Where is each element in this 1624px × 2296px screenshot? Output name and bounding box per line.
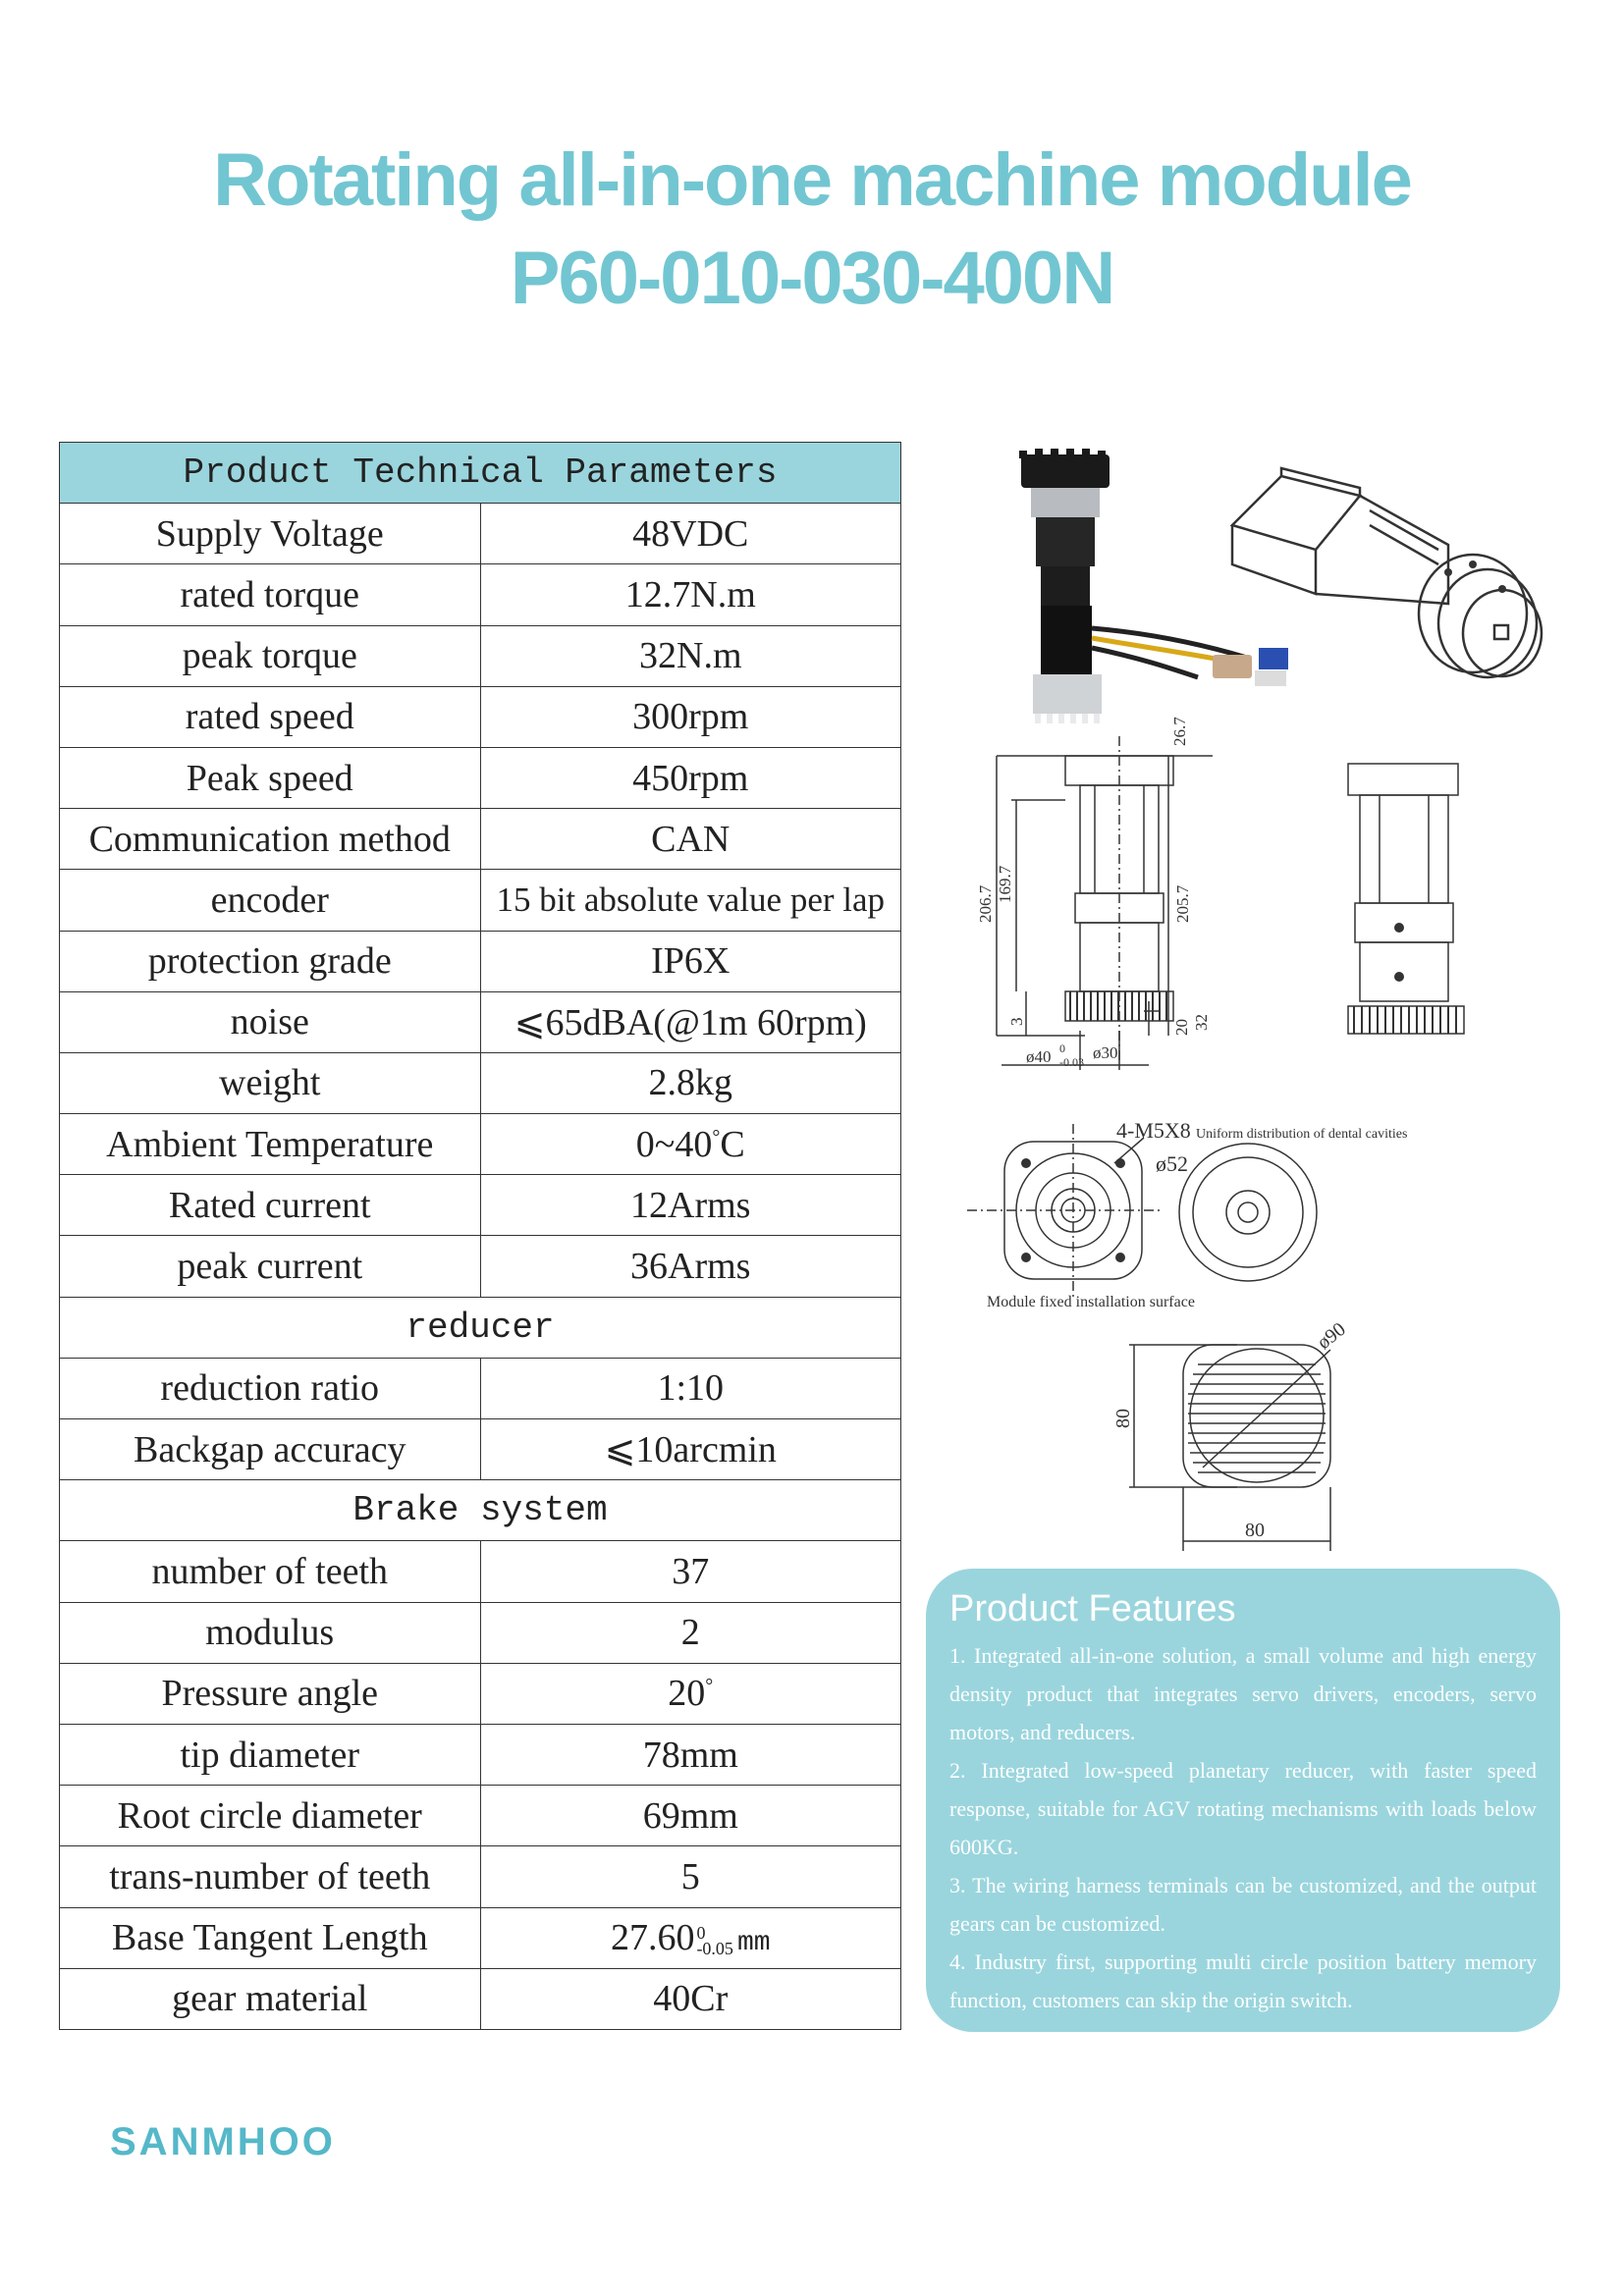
mounting-face-drawing [967,1114,1438,1315]
param-value: 15 bit absolute value per lap [480,870,901,931]
param-value: 2.8kg [480,1052,901,1113]
dim-label: 206.7 [976,884,995,923]
param-name: Base Tangent Length [60,1907,481,1968]
page-title: Rotating all-in-one machine module [213,138,1411,222]
model-number: P60-010-030-400N [510,237,1114,320]
param-name: Supply Voltage [60,504,481,564]
param-name: Pressure angle [60,1663,481,1724]
param-name: rated torque [60,564,481,625]
value-number: 0~40 [635,1123,713,1165]
section-row [60,1297,901,1358]
degree-symbol: ° [712,1126,721,1148]
param-value: CAN [480,809,901,870]
table-row [60,1052,901,1113]
param-value: ⩽65dBA(@1m 60rpm) [480,991,901,1052]
feature-item: 2. Integrated low-speed planetary reducer, with faster speed response, suitable for AGV rotating mechanisms with loads below 600KG. [949,1758,1537,1859]
product-features-panel [926,1569,1560,2032]
feature-item: 4. Industry first, supporting multi circle position battery memory function, customers can skip the origin switch. [949,1949,1537,2012]
param-value: 37 [480,1541,901,1602]
table-row [60,1846,901,1907]
dim-label: 26.7 [1170,717,1189,746]
table-row [60,1724,901,1785]
degree-symbol: ° [705,1675,714,1697]
table-row [60,564,901,625]
param-name: Peak speed [60,747,481,808]
table-row [60,686,901,747]
features-title: Product Features [949,1588,1236,1629]
param-name: trans-number of teeth [60,1846,481,1907]
technical-parameters-table [59,442,901,2030]
param-name: Root circle diameter [60,1786,481,1846]
param-name: Communication method [60,809,481,870]
param-value: 1:10 [480,1358,901,1418]
param-value: ⩽10arcmin [480,1419,901,1480]
param-name: gear material [60,1968,481,2029]
side-view-silhouette [1340,756,1478,1041]
param-value: IP6X [480,931,901,991]
param-name: tip diameter [60,1724,481,1785]
table-row [60,870,901,931]
table-row [60,931,901,991]
table-row [60,1541,901,1602]
feature-item: 3. The wiring harness terminals can be customized, and the output gears can be customized. [949,1873,1537,1936]
table-row [60,1602,901,1663]
side-view-drawing [967,707,1262,1099]
param-name: modulus [60,1602,481,1663]
table-row [60,747,901,808]
dim-label: 3 [1007,1017,1026,1026]
param-value: 40Cr [480,1968,901,2029]
param-name: number of teeth [60,1541,481,1602]
dim-label: ø90 [1313,1318,1350,1354]
param-name: Ambient Temperature [60,1114,481,1175]
param-value: 450rpm [480,747,901,808]
section-title: Brake system [60,1480,901,1541]
param-name: protection grade [60,931,481,991]
table-row [60,1175,901,1236]
feature-item: 1. Integrated all-in-one solution, a small volume and high energy density product that integrates servo drivers, encoders, servo motors, and reducers. [949,1643,1537,1744]
product-render-3d [1222,466,1556,692]
brand-logo: SANMHOO [110,2120,336,2163]
table-header: Product Technical Parameters [60,443,901,504]
param-name: peak torque [60,625,481,686]
param-name: encoder [60,870,481,931]
table-row [60,809,901,870]
table-row [60,1358,901,1418]
table-row [60,625,901,686]
param-value: 2 [480,1602,901,1663]
dim-label: 80 [1245,1520,1265,1541]
dim-tolerance: -0.03 [1059,1055,1084,1069]
param-value: 12Arms [480,1175,901,1236]
dim-tolerance: 0 [1059,1041,1065,1055]
param-value [480,1907,901,1968]
table-row [60,1907,901,1968]
bottom-view-drawing [1090,1310,1404,1556]
table-row [60,991,901,1052]
table-row [60,1968,901,2029]
value-unit: C [720,1123,745,1165]
dim-label: ø52 [1156,1151,1188,1176]
dim-label: 20 [1172,1019,1191,1036]
param-name: peak current [60,1236,481,1297]
tolerance-lower: -0.05 [696,1939,733,1959]
bolt-note: Uniform distribution of dental cavities [1196,1127,1408,1142]
param-value [480,1663,901,1724]
param-value: 36Arms [480,1236,901,1297]
section-title: reducer [60,1297,901,1358]
bolt-label: 4-M5X8 [1116,1118,1191,1143]
dim-label: 80 [1112,1409,1134,1428]
param-value: 32N.m [480,625,901,686]
param-value: 5 [480,1846,901,1907]
value-number: 27.60 [610,1917,695,1959]
table-row [60,1419,901,1480]
table-row [60,1114,901,1175]
param-value: 48VDC [480,504,901,564]
table-header-row [60,443,901,504]
dim-label: 32 [1192,1014,1211,1031]
table-row [60,1786,901,1846]
tolerance-upper: 0 [696,1923,706,1944]
table-row [60,504,901,564]
dim-label: 205.7 [1173,884,1192,923]
param-value [480,1114,901,1175]
param-name: Backgap accuracy [60,1419,481,1480]
dim-label: 169.7 [996,865,1014,903]
table-row [60,1663,901,1724]
param-value: 78mm [480,1724,901,1785]
dim-label: ø40 [1026,1047,1052,1066]
param-name: Rated current [60,1175,481,1236]
dim-label: ø30 [1093,1043,1118,1062]
param-name: reduction ratio [60,1358,481,1418]
param-name: rated speed [60,686,481,747]
mount-label: Module fixed installation surface [987,1294,1195,1310]
value-unit: mm [736,1928,771,1959]
tolerance [696,1923,733,1959]
table-row [60,1236,901,1297]
param-value: 69mm [480,1786,901,1846]
section-row [60,1480,901,1541]
param-value: 300rpm [480,686,901,747]
value-number: 20 [668,1673,706,1715]
param-name: noise [60,991,481,1052]
param-value: 12.7N.m [480,564,901,625]
param-name: weight [60,1052,481,1113]
